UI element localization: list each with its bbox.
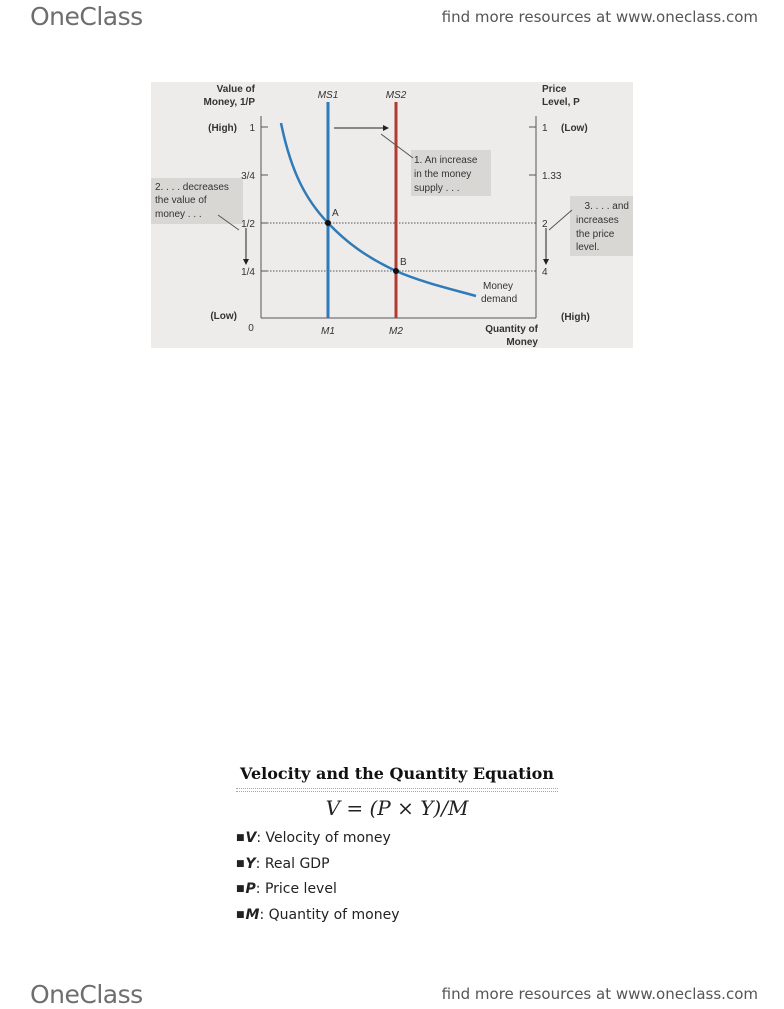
bullet-icon: ■ bbox=[236, 909, 245, 920]
list-item bbox=[236, 853, 400, 879]
note1-line: 1. An increase bbox=[414, 155, 478, 166]
ms1-label: MS1 bbox=[317, 90, 339, 101]
x-axis-title-line2: Money bbox=[506, 337, 538, 348]
money-demand-curve bbox=[281, 123, 476, 296]
left-axis-title-line1: Value of bbox=[216, 84, 255, 95]
oneclass-logo-footer[interactable]: OneClass bbox=[30, 980, 143, 1009]
money-market-figure bbox=[151, 82, 633, 348]
x-tick-label: M1 bbox=[321, 326, 335, 337]
right-tick-label: 1 bbox=[542, 123, 548, 134]
note2-line: 2. . . . decreases bbox=[155, 182, 229, 193]
variable-description: : Velocity of money bbox=[256, 830, 391, 846]
note3-line: level. bbox=[576, 242, 600, 253]
section-title: Velocity and the Quantity Equation bbox=[240, 764, 554, 783]
x-tick-label: M2 bbox=[389, 326, 403, 337]
list-item bbox=[236, 878, 400, 904]
right-tick-label: 2 bbox=[542, 219, 548, 230]
bullet-icon: ■ bbox=[236, 833, 245, 843]
left-tick-label: 1/4 bbox=[241, 267, 255, 278]
left-low-label: (Low) bbox=[210, 311, 237, 322]
resources-link-footer[interactable]: find more resources at www.oneclass.com bbox=[441, 985, 758, 1003]
variable-term: M bbox=[245, 906, 260, 923]
point-a-label: A bbox=[332, 208, 339, 219]
right-low-label: (High) bbox=[561, 312, 590, 323]
quantity-equation: V = (P × Y)/M bbox=[325, 796, 469, 820]
variable-description: : Quantity of money bbox=[259, 906, 400, 923]
x-axis-title-line1: Quantity of bbox=[485, 324, 538, 335]
ms2-label: MS2 bbox=[385, 90, 407, 101]
demand-label-line2: demand bbox=[481, 294, 518, 305]
title-divider bbox=[236, 788, 558, 789]
left-tick-label: 1/2 bbox=[241, 219, 255, 230]
point-a-marker bbox=[325, 220, 331, 226]
note1-line: supply . . . bbox=[414, 183, 460, 194]
variable-term: V bbox=[245, 830, 257, 846]
variable-description: : Real GDP bbox=[255, 855, 330, 872]
variable-description: : Price level bbox=[255, 881, 337, 897]
left-tick-label: 1 bbox=[249, 123, 255, 134]
variable-term: Y bbox=[245, 855, 256, 872]
point-b-label: B bbox=[400, 257, 407, 268]
right-down-arrowhead bbox=[543, 259, 549, 265]
shift-arrowhead bbox=[383, 125, 389, 131]
note3-line: the price bbox=[576, 229, 615, 240]
right-axis-title-line1: Price bbox=[542, 84, 567, 95]
bullet-icon: ■ bbox=[236, 884, 245, 894]
left-tick-label: 3/4 bbox=[241, 171, 255, 182]
variable-term: P bbox=[245, 881, 256, 897]
origin-label: 0 bbox=[248, 323, 254, 334]
right-high-label: (Low) bbox=[561, 123, 588, 134]
list-item bbox=[236, 904, 400, 930]
demand-label-line1: Money bbox=[483, 281, 514, 292]
note2-line: money . . . bbox=[155, 209, 202, 220]
left-high-label: (High) bbox=[208, 123, 237, 134]
note3-line: 3. . . . and bbox=[584, 201, 629, 212]
point-b-marker bbox=[393, 268, 399, 274]
left-axis-title-line2: Money, 1/P bbox=[203, 97, 255, 108]
note1-line: in the money bbox=[414, 169, 472, 180]
resources-link[interactable]: find more resources at www.oneclass.com bbox=[441, 8, 758, 26]
title-divider bbox=[236, 791, 558, 792]
list-item bbox=[236, 827, 400, 853]
variable-list bbox=[236, 827, 400, 929]
right-axis-title-line2: Level, P bbox=[542, 97, 580, 108]
right-tick-label: 4 bbox=[542, 267, 548, 278]
note3-line: increases bbox=[576, 215, 619, 226]
money-supply-diagram bbox=[151, 82, 633, 348]
right-tick-label: 1.33 bbox=[542, 171, 562, 182]
note3-pointer bbox=[549, 210, 572, 230]
left-down-arrowhead bbox=[243, 259, 249, 265]
bullet-icon: ■ bbox=[236, 858, 245, 869]
oneclass-logo[interactable]: OneClass bbox=[30, 2, 143, 31]
note2-line: the value of bbox=[155, 195, 207, 206]
